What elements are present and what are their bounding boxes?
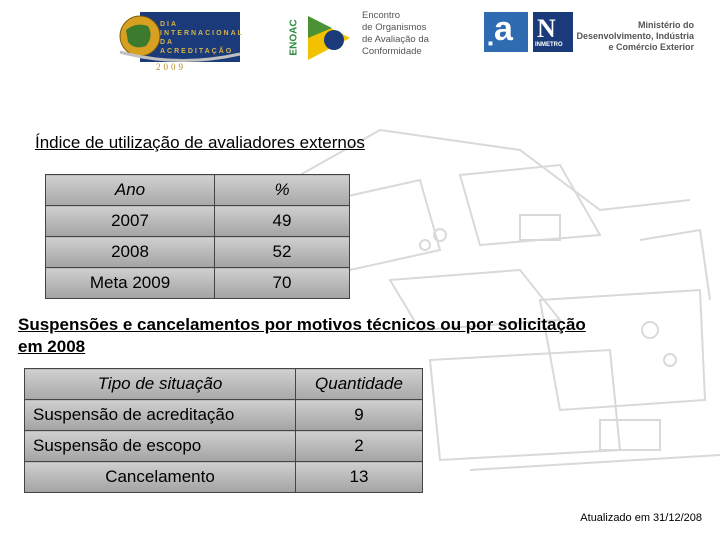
table-header-row [46,175,350,206]
header-percent: % [215,175,350,206]
ministry-text [576,20,694,53]
enoac-line1: Encontro [362,10,401,21]
table-row [46,268,350,299]
section2-title: Suspensões e cancelamentos por motivos técnicos ou por solicitação em 2008 [18,315,586,356]
logo1-year: 2009 [156,62,186,72]
cell-tipo: Suspensão de escopo [25,431,296,462]
cell-tipo: Cancelamento [25,462,296,493]
ministry-line1: Ministério do [638,20,694,30]
enoac-line4: Conformidade [362,46,422,57]
dia-acreditacao-logo [118,8,243,76]
table-row [25,400,423,431]
inmetro-label: INMETRO [535,42,563,48]
avaliadores-table [45,174,350,299]
updated-footnote: Atualizado em 31/12/208 [580,512,702,524]
inmetro-logo: N INMETRO [533,12,573,52]
acreditacao-a-logo: a ◼ [484,12,528,52]
logo1-line2: INTERNACIONAL [160,30,244,37]
cell-percent: 70 [215,268,350,299]
cell-ano: 2007 [46,206,215,237]
ministry-line3: e Comércio Exterior [608,42,694,52]
table-row [25,431,423,462]
cell-tipo: Suspensão de acreditação [25,400,296,431]
ministry-line2: Desenvolvimento, Indústria [576,31,694,41]
table-row [46,206,350,237]
logo1-line1: DIA [160,21,179,28]
cell-ano: Meta 2009 [46,268,215,299]
header-tipo: Tipo de situação [25,369,296,400]
enoac-line3: de Avaliação da [362,34,429,45]
suspensoes-table [24,368,423,493]
cell-ano: 2008 [46,237,215,268]
cell-quantidade: 13 [296,462,423,493]
enoac-logo [288,8,442,68]
logo1-line3: DA ACREDITAÇÃO [160,39,234,55]
table-header-row [25,369,423,400]
cell-percent: 52 [215,237,350,268]
header-quantidade: Quantidade [296,369,423,400]
enoac-acronym: ENOAC [288,19,300,56]
cell-quantidade: 9 [296,400,423,431]
cell-quantidade: 2 [296,431,423,462]
table-row [25,462,423,493]
table-row [46,237,350,268]
section1-title: Índice de utilização de avaliadores externos [35,133,365,152]
cell-percent: 49 [215,206,350,237]
enoac-line2: de Organismos [362,22,427,33]
header-ano: Ano [46,175,215,206]
